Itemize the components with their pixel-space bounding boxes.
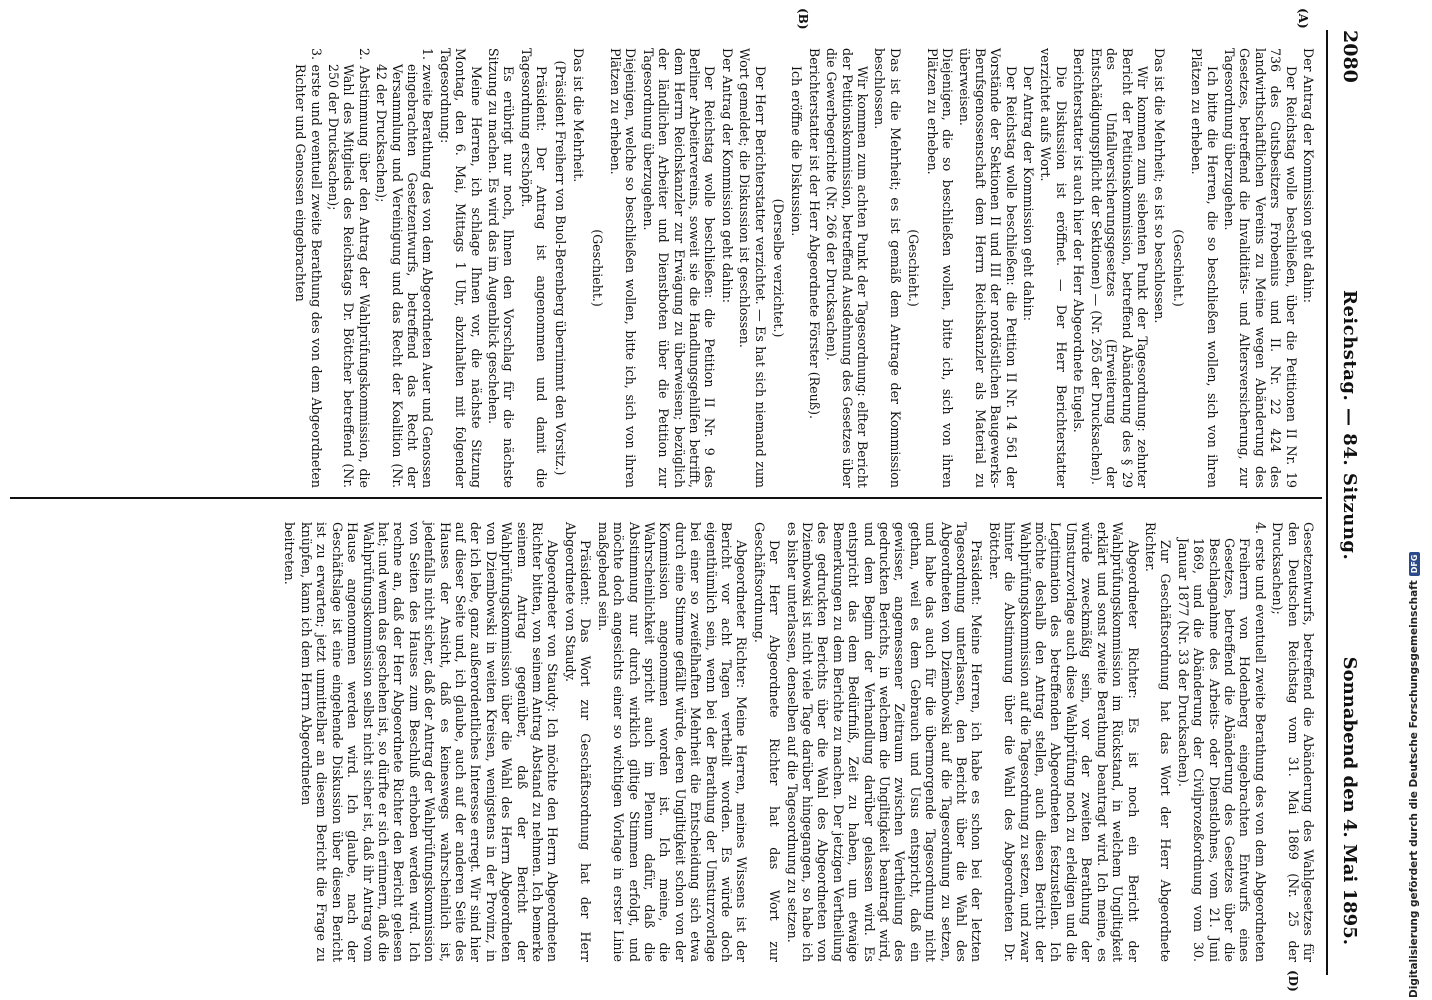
paragraph: (Geschieht.) [589, 229, 605, 307]
paragraph: Ich eröffne die Diskussion. [789, 66, 805, 237]
right-column [279, 522, 1316, 962]
paragraph: (Derselbe verzichtet.) [771, 198, 786, 338]
paragraph: Das ist die Mehrheit; es ist gemäß dem Antrage der Kommission beschlossen. [872, 48, 903, 488]
page-title: Reichstag. — 84. Sitzung. [1339, 290, 1361, 561]
paragraph: Es erübrigt nur noch, Ihnen den Vorschlag für die nächste Sitzung zu machen. Es wird das im Augenblick geschehen. [486, 48, 517, 488]
page-number: 2080 [1339, 30, 1361, 83]
paragraph: Wir kommen zum achten Punkt der Tagesordnung: elfter Bericht der Petitionskommission, betreffend Ausdehnung des Gesetzes über die Gewerbegerichte (Nr. 266 der Drucksachen). [824, 48, 871, 488]
paragraph: Diejenigen, die so beschließen wollen, bitte ich, sich von ihren Plätzen zu erheben. [924, 48, 956, 488]
paragraph: Meine Herren, ich schlage Ihnen vor, die nächste Sitzung Montag, den 6. Mai, Mittags 1 Uhr, abzuhalten mit folgender Tagesordnung: [437, 48, 484, 488]
digitization-credit [1408, 552, 1420, 998]
paragraph: Der Reichstag wolle beschließen, über die Petitionen II Nr. 19 736 des Gutsbesitzers Frobenius und II. Nr. 22 424 des landwirthschaftlichen Vereins zu Meine wegen Abänderung des Gesetzes, betreffend die Invaliditäts- und Altersversicherung, zur Tagesordnung überzugehen. [1221, 48, 1299, 488]
paragraph: Berichterstatter ist der Herr Abgeordnete Förster (Reuß). [806, 48, 822, 420]
paragraph: Zur Geschäftsordnung hat das Wort der Herr Abgeordnete Richter. [1142, 522, 1174, 962]
paragraph: Präsident: Das Wort zur Geschäftsordnung hat der Herr Abgeordnete von Staudy. [562, 522, 594, 962]
paragraph: Der Herr Berichterstatter verzichtet. — Es hat sich niemand zum Wort gemeldet; die Diskussion ist geschlossen. [737, 48, 768, 488]
paragraph: beitreten. [281, 522, 297, 585]
paragraph: Das ist die Mehrheit; es ist so beschlossen. [1152, 48, 1168, 324]
dfg-logo-icon: DFG [1409, 552, 1420, 577]
paragraph: Abgeordneter Richter: Es ist noch ein Bericht der Wahlprüfungskommission im Rückstand, in welchem Ungiltigkeit erklärt und sonst zweite Berathung beantragt wird. Ich meine, es würde zweckmäßig sein, vor der zweiten Berathung der Umsturzvorlage auch diese Wahlprüfung noch zu erledigen und die Legitimation des betreffenden Abgeordneten festzustellen. Ich möchte deshalb den Antrag stellen, auch diesen Bericht der Wahlprüfungskommission auf die Tagesordnung zu setzen, und zwar hinter die Abstimmung über die Wahl des Abgeordneten Dr. Böttcher. [986, 522, 1141, 962]
paragraph: Gesetzentwurfs, betreffend die Abänderung des Wahlgesetzes für den Deutschen Reichstag vom 31. Mai 1869 (Nr. 25 der Drucksachen); [1270, 522, 1316, 962]
paragraph: Präsident: Meine Herren, ich habe es schon bei der letzten Tagesordnung unterlassen, den Bericht über die Wahl des Abgeordneten von Dziembowski auf die Tagesordnung zu setzen, und habe das auch für die übermorgende Tagesordnung nicht gethan, weil es dem Gebrauch und Usus entspricht, daß ein gewisser, angemessener Zeitraum zwischen Vertheilung des gedruckten Berichts, in welchem die Ungiltigkeit beantragt wird, und dem Beginn der Verhandlung darüber gelassen wird. Es entspricht das dem Bedürfniß, Zeit zu haben, um etwaige Bemerkungen zu dem Berichte zu machen. Der jetzigen Vertheilung des gedruckten Berichts über die Wahl des Abgeordneten von Dziembowski ist nicht viele Tage darüber hingegangen, so habe ich es bisher unterlassen, denselben auf die Tagesordnung zu setzen. [784, 522, 985, 962]
paragraph: Präsident: Der Antrag ist angenommen und damit die Tagesordnung erschöpft. [518, 48, 550, 488]
paragraph: Wir kommen zum siebenten Punkt der Tagesordnung: zehnter Bericht der Petitionskommission, betreffend Abänderung des § 29 des Unfallversicherungsgesetzes (Erweiterung der Entschädigungspflicht der Sektionen) — (Nr. 265 der Drucksachen). [1088, 48, 1150, 488]
credit-text: Digitalisierung gefördert durch die Deutsche Forschungsgemeinschaft [1408, 580, 1420, 998]
paragraph: Das ist die Mehrheit. [571, 48, 587, 183]
paragraph: (Geschieht.) [1170, 229, 1186, 307]
paragraph: 1. zweite Berathung des von dem Abgeordneten Auer und Genossen eingebrachten Gesetzentwurfs, betreffend das Recht der Versammlung und Vereinigung und das Recht der Koalition (Nr. 42 der Drucksachen); [374, 48, 436, 488]
session-date: Sonnabend den 4. Mai 1895. [1339, 656, 1361, 945]
paragraph: (Präsident Freiherr von Buol-Berenberg übernimmt den Vorsitz.) [552, 60, 568, 476]
header-rule [1326, 30, 1328, 975]
paragraph: Ich bitte die Herren, die so beschließen wollen, sich von ihren Plätzen zu erheben. [1189, 48, 1220, 488]
paragraph: Diejenigen, welche so beschließen wollen, bitte ich, sich von ihren Plätzen zu erheben. [607, 48, 639, 488]
paragraph: Berichterstatter ist auch hier der Herr Abgeordnete Eugels. [1071, 48, 1087, 433]
paragraph: (Geschieht.) [906, 229, 922, 307]
paragraph: Der Reichstag wolle beschließen: die Petition II Nr. 9 des Berliner Arbeitervereins, soweit sie die Handlungsgehilfen betrifft, dem Herrn Reichskanzler zur Erwägung zu überweisen; bezüglich der ländlichen Arbeiter und Dienstboten über die Petition zur Tagesordnung überzugehen. [640, 48, 718, 488]
margin-marker-a: (A) [1296, 8, 1310, 29]
paragraph: Der Antrag der Kommission geht dahin: [719, 48, 735, 303]
paragraph: Abgeordneter Richter: Meine Herren, meines Wissens ist der Bericht vor acht Tagen vertheilt worden. Es würde doch eigenthümlich sein, wenn bei der Berathung der Umsturzvorlage bei einer so zweifelhaften Mehrheit die Entscheidung sich etwa durch eine Stimme gefällt würde, deren Ungiltigkeit schon von der Kommission angenommen worden ist. Ich meine, die Wahrscheinlichkeit spricht auch im Plenum dafür, daß die Abstimmung nur durch wirklich giltige Stimmen erfolgt, und möchte doch angesichts einer so wichtigen Vorlage in erster Linie maßgebend sein. [595, 522, 750, 962]
column-divider [10, 497, 1322, 499]
paragraph: 3. erste und eventuell zweite Berathung des von dem Abgeordneten Richter und Genossen eingebrachten [293, 48, 324, 488]
paragraph: Der Antrag der Kommission geht dahin: [1021, 66, 1037, 321]
paragraph: Der Herr Abgeordnete Richter hat das Wort zur Geschäftsordnung. [751, 522, 783, 962]
paragraph: 2. Abstimmung über den Antrag der Wahlprüfungskommission, die Wahl des Mitglieds des Reichstags Dr. Böttcher betreffend (Nr. 250 der Drucksachen); [326, 48, 372, 488]
margin-marker-b: (B) [796, 8, 810, 30]
paragraph: Die Diskussion ist eröffnet. — Der Herr Berichterstatter verzichtet aufs Wort. [1038, 48, 1069, 488]
paragraph: 4. erste und eventuell zweite Berathung des von dem Abgeordneten Freiherrn von Hodenberg eingebrachten Entwurfs eines Gesetzes, betreffend die Abänderung des Gesetzes über die Beschlagnahme des Arbeits- oder Dienstlohnes, vom 21. Juni 1869, und die Abänderung der Civilprozeßordnung vom 30. Januar 1877 (Nr. 33 der Drucksachen). [1175, 522, 1268, 962]
left-column [291, 48, 1316, 488]
paragraph: Der Reichstag wolle beschließen: die Petition II Nr. 14 561 der Vorstände der Sektionen II und III der nordöstlichen Baugewerks-Berufsgenossenschaft dem Herrn Reichskanzler als Material zu überweisen. [957, 48, 1019, 488]
paragraph: Abgeordneter von Staudy: Ich möchte den Herrn Abgeordneten Richter bitten, von seinem Antrag Abstand zu nehmen. Ich bemerke seinem Antrag gegenüber, daß der Bericht der Wahlprüfungskommission über die Wahl des Herrn Abgeordneten von Dziembowski in weiten Kreisen, wenigstens in der Provinz, in der ich lebe, ganz außerordentliches Interesse erregt. Wir sind hier auf dieser Seite und, ich glaube, auch auf der anderen Seite des Hauses der Ansicht, daß es keineswegs wahrscheinlich ist, jedenfalls nicht sicher, daß der Antrag der Wahlprüfungskommission von Seiten des Hauses zum Beschluß erhoben werden wird. Ich rechne an, daß der Herr Abgeordnete Richter den Bericht gelesen hat; und wenn das geschehen ist, so dürfte er sich erinnern, daß die Wahlprüfungskommission selbst nicht sicher ist, daß ihr Antrag vom Hause angenommen werden wird. Ich glaube, nach der Geschäftslage ist eine eingehende Diskussion über diesen Bericht ist zu erwarten; jetzt unmittelbar an diesem Bericht die Frage zu knüpfen, kann ich dem Herrn Abgeordneten [299, 522, 561, 962]
page-header [1330, 0, 1370, 1000]
paragraph: Der Antrag der Kommission geht dahin: [1301, 48, 1316, 303]
margin-marker-d: (D) [1286, 970, 1300, 992]
